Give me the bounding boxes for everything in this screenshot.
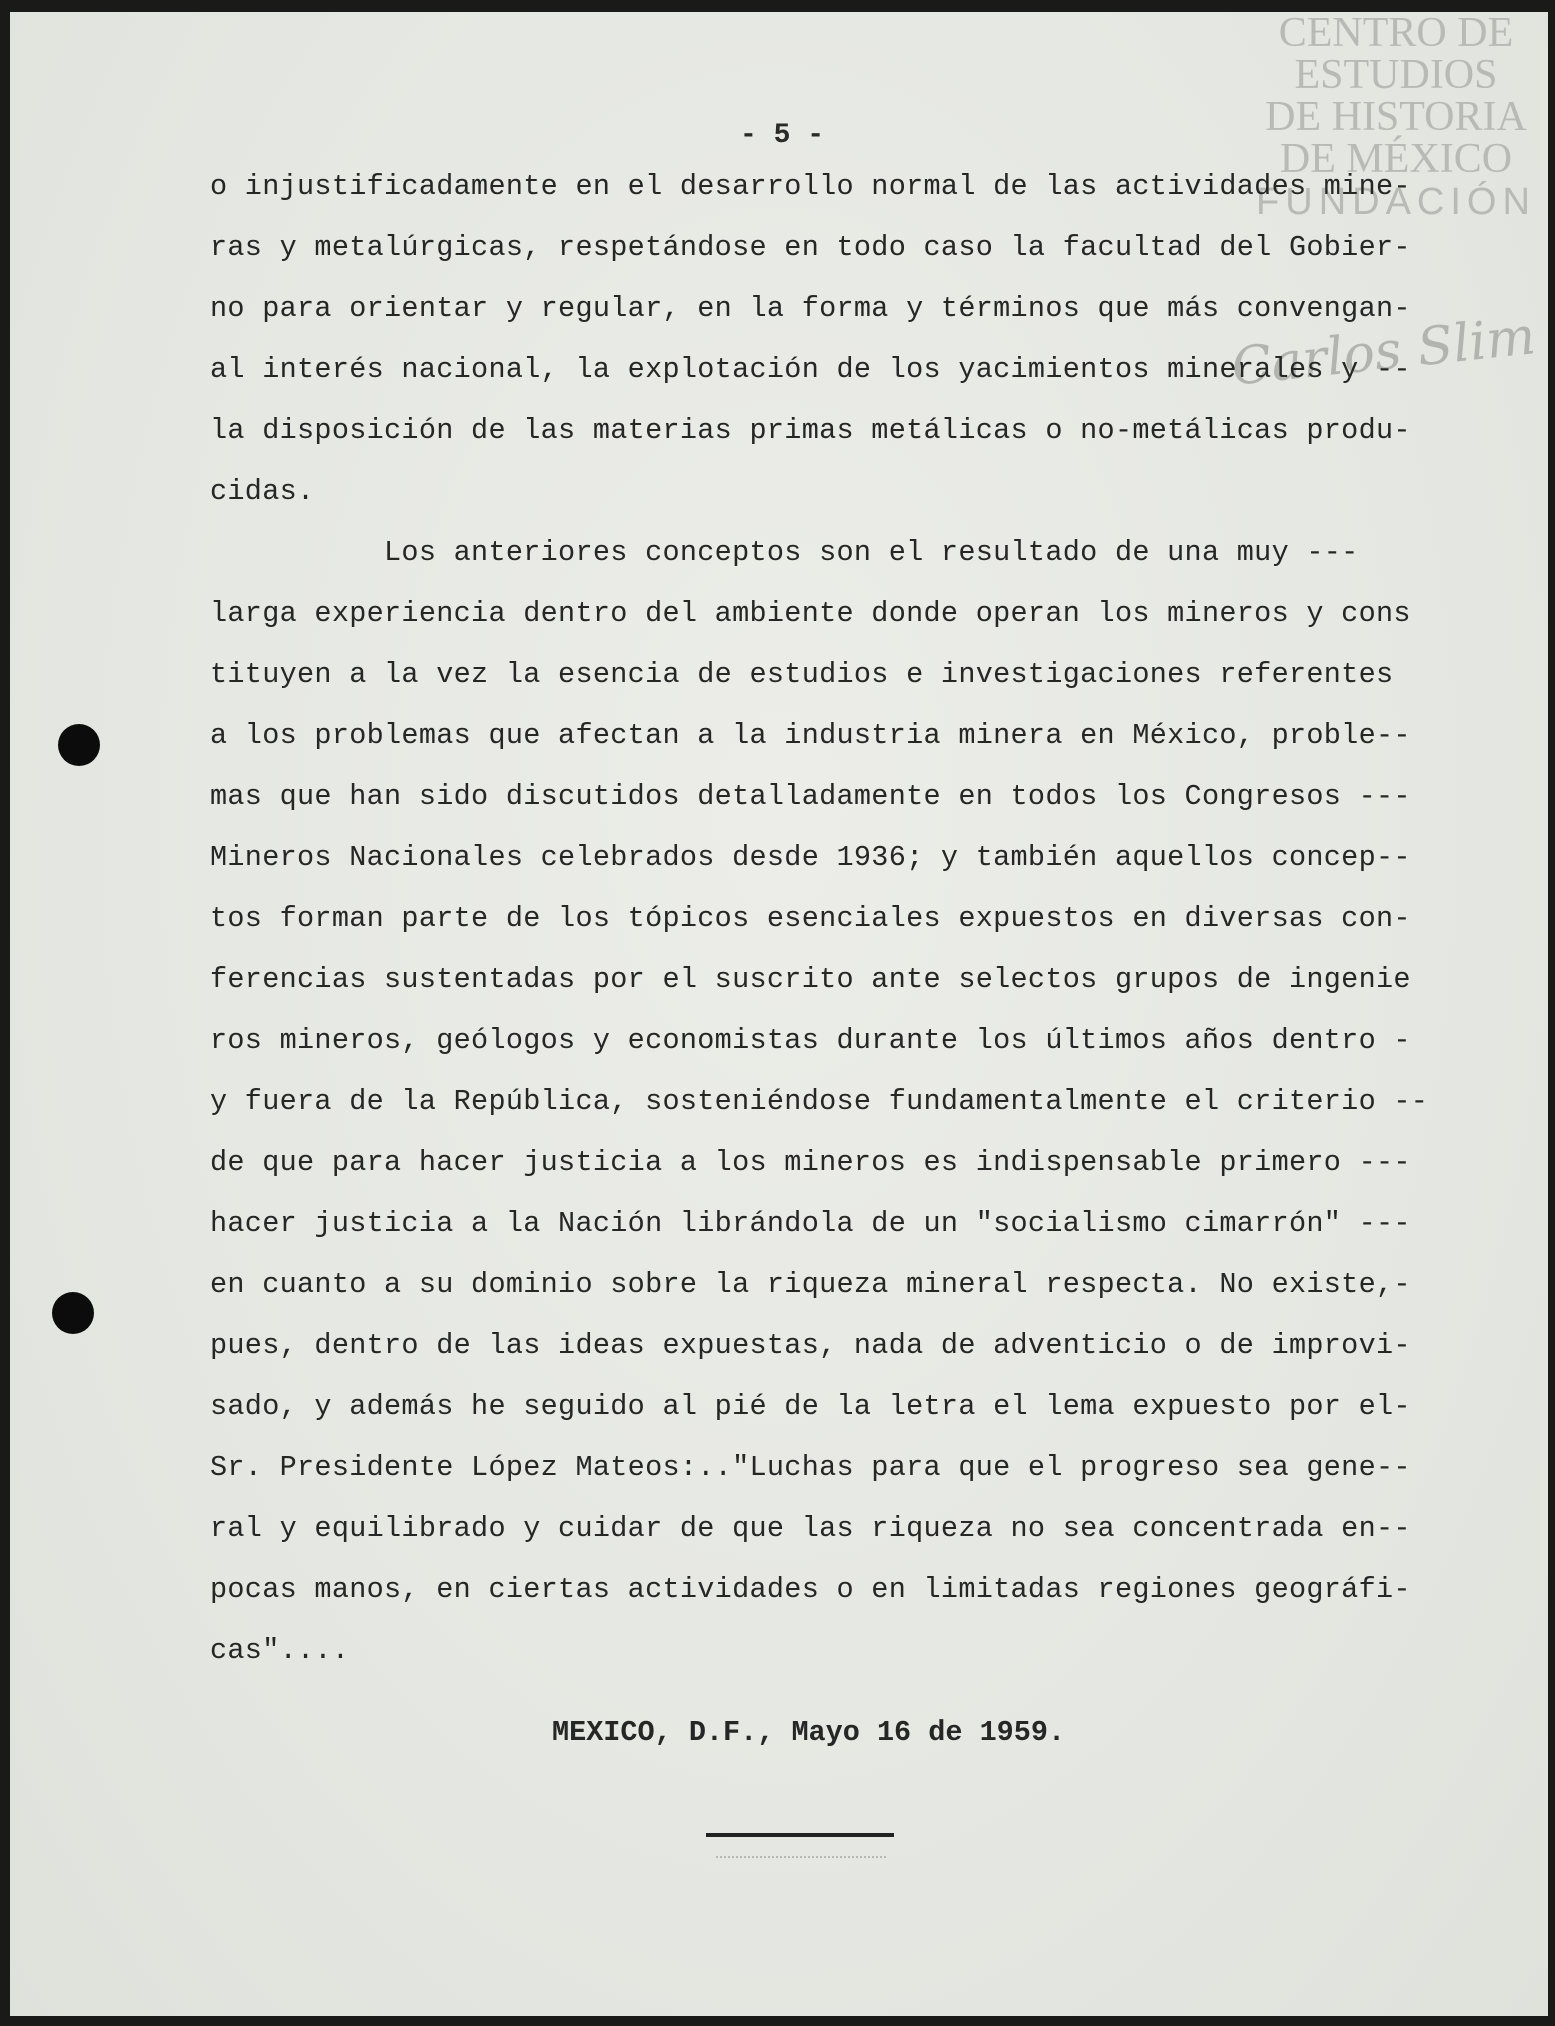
body-line: ras y metalúrgicas, respetándose en todo caso la facultad del Gobier- bbox=[210, 231, 1411, 264]
body-line: sado, y además he seguido al pié de la letra el lema expuesto por el- bbox=[210, 1390, 1411, 1423]
page-number: - 5 - bbox=[739, 120, 824, 151]
body-line: Mineros Nacionales celebrados desde 1936; y también aquellos concep-- bbox=[210, 841, 1411, 874]
punch-hole bbox=[58, 724, 100, 766]
body-line: ferencias sustentadas por el suscrito ante selectos grupos de ingenie bbox=[210, 963, 1411, 996]
body-line: ros mineros, geólogos y economistas durante los últimos años dentro - bbox=[210, 1024, 1411, 1057]
body-line: mas que han sido discutidos detalladamente en todos los Congresos --- bbox=[210, 780, 1411, 813]
body-line: al interés nacional, la explotación de los yacimientos minerales y -- bbox=[210, 353, 1411, 386]
body-line: larga experiencia dentro del ambiente donde operan los mineros y cons bbox=[210, 597, 1411, 630]
body-line: pues, dentro de las ideas expuestas, nada de adventicio o de improvi- bbox=[210, 1329, 1411, 1362]
body-line: o injustificadamente en el desarrollo normal de las actividades mine- bbox=[210, 170, 1411, 203]
body-line: la disposición de las materias primas metálicas o no-metálicas produ- bbox=[210, 414, 1411, 447]
body-line: cas".... bbox=[210, 1634, 350, 1667]
punch-hole bbox=[52, 1292, 94, 1334]
watermark-line: DE MÉXICO bbox=[1279, 136, 1513, 182]
body-line: tituyen a la vez la esencia de estudios e investigaciones referentes bbox=[210, 658, 1394, 691]
watermark-line: DE HISTORIA bbox=[1265, 94, 1527, 140]
body-line: Sr. Presidente López Mateos:.."Luchas para que el progreso sea gene-- bbox=[210, 1451, 1411, 1484]
body-line: ral y equilibrado y cuidar de que las riqueza no sea concentrada en-- bbox=[210, 1512, 1411, 1545]
watermark-foundation: FUNDACIÓN bbox=[1256, 181, 1536, 223]
body-line: en cuanto a su dominio sobre la riqueza mineral respecta. No existe,- bbox=[210, 1268, 1411, 1301]
body-line: pocas manos, en ciertas actividades o en limitadas regiones geográfi- bbox=[210, 1573, 1411, 1606]
place-date-line: MEXICO, D.F., Mayo 16 de 1959. bbox=[552, 1716, 1066, 1749]
watermark-line: CENTRO DE bbox=[1278, 10, 1514, 56]
body-line: hacer justicia a la Nación librándola de un "socialismo cimarrón" --- bbox=[210, 1207, 1411, 1240]
body-line: Los anteriores conceptos son el resultado de una muy --- bbox=[210, 536, 1359, 569]
watermark-line: ESTUDIOS bbox=[1294, 52, 1498, 98]
body-line: no para orientar y regular, en la forma y términos que más convengan- bbox=[210, 292, 1411, 325]
document-page bbox=[10, 12, 1548, 2016]
body-line: cidas. bbox=[210, 475, 315, 508]
body-line: a los problemas que afectan a la industria minera en México, proble-- bbox=[210, 719, 1411, 752]
closing-rule-shadow bbox=[716, 1856, 886, 1858]
body-line: y fuera de la República, sosteniéndose fundamentalmente el criterio -- bbox=[210, 1085, 1429, 1118]
body-line: tos forman parte de los tópicos esenciales expuestos en diversas con- bbox=[210, 902, 1411, 935]
closing-rule bbox=[706, 1833, 894, 1837]
watermark-signature: Carlos Slim bbox=[1228, 306, 1539, 398]
body-line: de que para hacer justicia a los mineros es indispensable primero --- bbox=[210, 1146, 1411, 1179]
